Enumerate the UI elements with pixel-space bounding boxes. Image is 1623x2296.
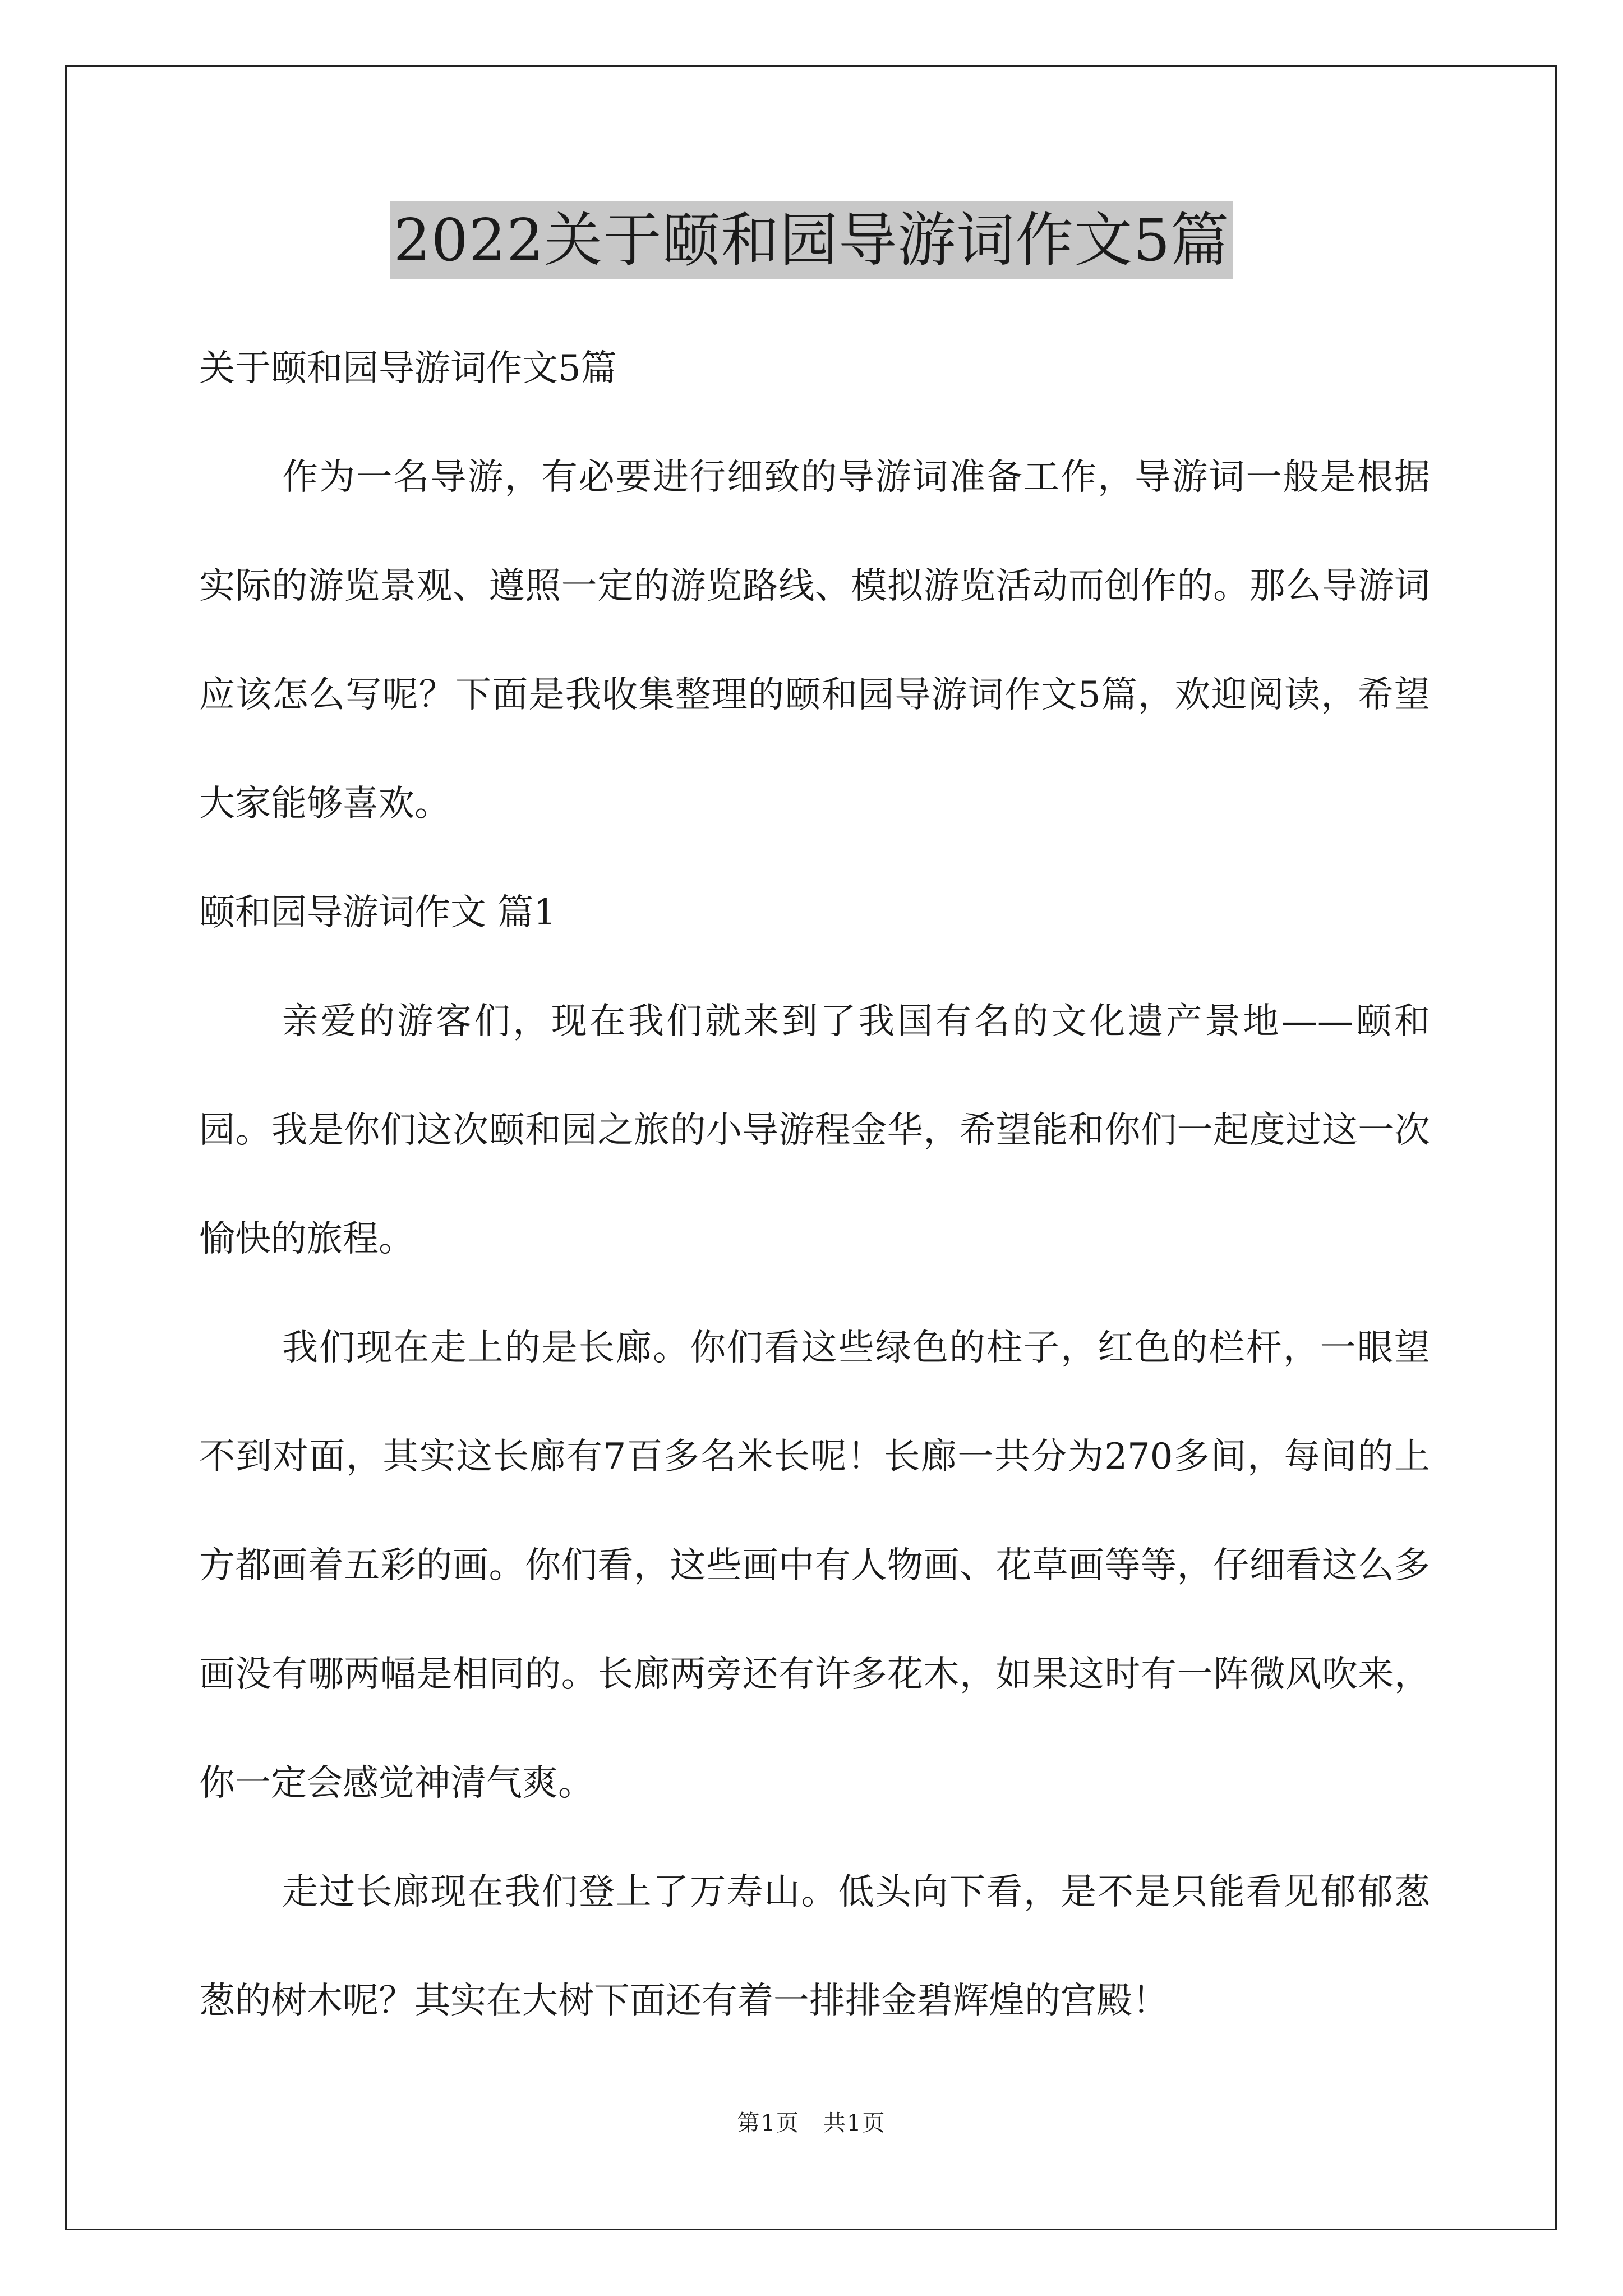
page-footer: 第1页 共1页 [737, 2110, 886, 2136]
section-heading: 颐和园导游词作文 篇1 [199, 892, 557, 933]
title-container [0, 201, 1623, 279]
intro-paragraph: 作为一名导游，有必要进行细致的导游词准备工作，导游词一般是根据实际的游览景观、遵照一定的游览路线、模拟游览活动而创作的。那么导游词应该怎么写呢？下面是我收集整理的颐和园导游词作文5篇，欢迎阅读，希望大家能够喜欢。 [199, 457, 1430, 825]
document-body [199, 314, 1430, 2055]
body-paragraph: 我们现在走上的是长廊。你们看这些绿色的柱子，红色的栏杆，一眼望不到对面，其实这长廊有7百多名米长呢！长廊一共分为270多间，每间的上方都画着五彩的画。你们看，这些画中有人物画、花草画等等，仔细看这么多画没有哪两幅是相同的。长廊两旁还有许多花木，如果这时有一阵微风吹来，你一定会感觉神清气爽。 [199, 1327, 1430, 1804]
document-title: 2022关于颐和园导游词作文5篇 [390, 201, 1233, 279]
body-paragraph: 亲爱的游客们，现在我们就来到了我国有名的文化遗产景地——颐和园。我是你们这次颐和园之旅的小导游程金华，希望能和你们一起度过这一次愉快的旅程。 [199, 1001, 1430, 1260]
document-subtitle: 关于颐和园导游词作文5篇 [199, 348, 617, 389]
body-paragraph: 走过长廊现在我们登上了万寿山。低头向下看，是不是只能看见郁郁葱葱的树木呢？其实在大树下面还有着一排排金碧辉煌的宫殿！ [199, 1871, 1430, 2022]
